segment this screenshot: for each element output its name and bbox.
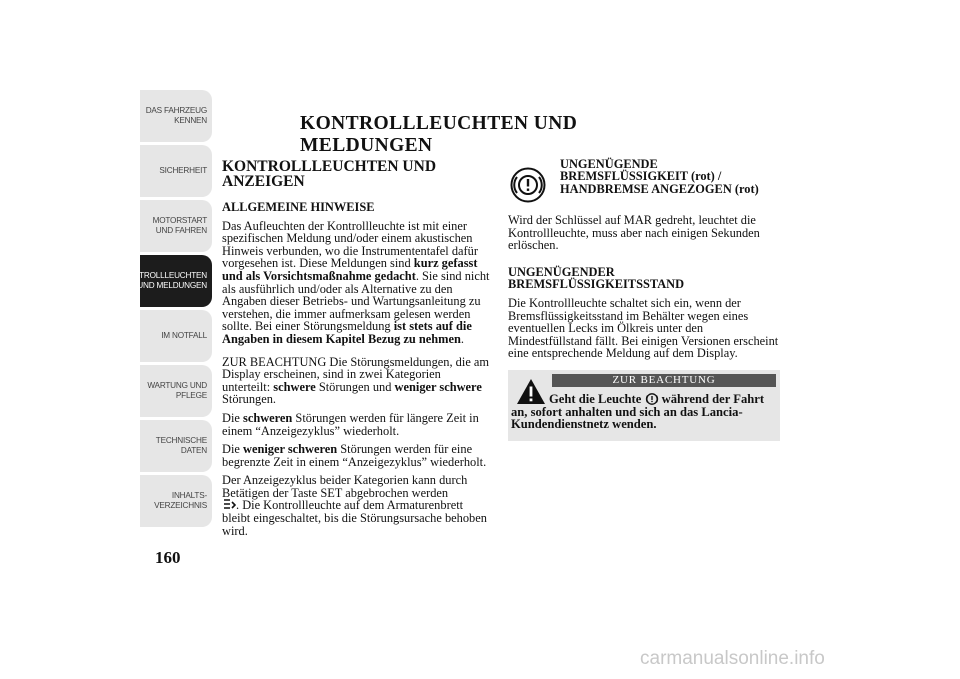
tab-label: SICHERHEIT <box>159 166 207 175</box>
tab-label: INHALTS-VERZEICHNIS <box>154 491 207 510</box>
notice-header: ZUR BEACHTUNG <box>552 374 776 387</box>
tab-inhaltsverzeichnis[interactable] <box>140 475 212 527</box>
notice-box <box>508 370 780 441</box>
paragraph-less-severe: Die weniger schweren Störungen werden für eine begrenzte Zeit in einem “Anzeigezyklus” wiederholt. <box>222 442 487 469</box>
tab-label: MOTORSTART UND FAHREN <box>152 216 207 235</box>
paragraph-severe: Die schweren Störungen werden für längere Zeit in einem “Anzeigezyklus” wiederholt. <box>222 410 479 438</box>
set-button-icon <box>222 499 236 511</box>
notice-text: Geht die Leuchte während der Fahrt an, sofort anhalten und sich an das Lancia-Kundendienstnetz wenden. <box>511 391 765 432</box>
section-heading: KONTROLLLEUCHTEN UND ANZEIGEN <box>222 158 437 190</box>
page-number: 160 <box>155 548 181 567</box>
tab-label: TECHNISCHE DATEN <box>155 436 207 455</box>
warning-title: UNGENÜGENDE BREMSFLÜSSIGKEIT (rot) / HANDBREMSE ANGEZOGEN (rot) <box>560 157 759 196</box>
tab-motorstart-und-fahren[interactable] <box>140 200 212 252</box>
level-text: Die Kontrollleuchte schaltet sich ein, wenn der Bremsflüssigkeitsstand im Behälter wegen eines eventuellen Lecks im Ölkreis unter den Mindestfüllstand fällt. Bei einigen Versionen erscheint eine entsprechende Meldung auf dem Display. <box>508 295 779 361</box>
right-column <box>508 158 780 441</box>
brake-warning-icon <box>510 167 546 203</box>
tab-das-fahrzeug-kennen[interactable] <box>140 90 212 142</box>
tab-label: WARTUNG UND PFLEGE <box>147 381 207 400</box>
warning-header <box>508 158 780 203</box>
paragraph-cycle: Der Anzeigezyklus beider Kategorien kann durch Betätigen der Taste SET abgebrochen werden . Die Kontrollleuchte auf dem Armaturenbrett bleibt eingeschaltet, bis die Störungsursache behoben wird. <box>222 473 487 538</box>
subsection-heading: ALLGEMEINE HINWEISE <box>222 200 375 214</box>
brake-warning-icon <box>645 393 659 405</box>
tab-kontrollleuchten-und-meldungen[interactable] <box>121 255 212 307</box>
tab-sicherheit[interactable] <box>140 145 212 197</box>
subsection-heading: UNGENÜGENDER BREMSFLÜSSIGKEITSSTAND <box>508 264 685 292</box>
tab-label: KONTROLLLEUCHTEN UND MELDUNGEN <box>121 271 207 290</box>
warning-triangle-icon <box>516 378 546 405</box>
paragraph-general: Das Aufleuchten der Kontrollleuchte ist mit einer spezifischen Meldung und/oder einem akustischen Hinweis verbunden, wo die Instrumententafel dafür vorgesehen ist. Diese Meldungen sind kurz gefasst und als Vorsichtsmaßnahme gedacht. Sie sind nicht als ausführlich und/oder als Alternative zu den Angaben dieser Betriebs- und Wartungsanleitung zu verstehen, die immer aufmerksam gelesen werden sollte. Bei einer Störungsmeldung ist stets auf die Angaben in diesem Kapitel Bezug zu nehmen. <box>222 218 490 346</box>
warning-text: Wird der Schlüssel auf MAR gedreht, leuchtet die Kontrollleuchte, muss aber nach einigen Sekunden erlöschen. <box>508 213 760 253</box>
tab-wartung-und-pflege[interactable] <box>140 365 212 417</box>
tab-im-notfall[interactable] <box>140 310 212 362</box>
tab-label: DAS FAHRZEUG KENNEN <box>145 106 207 125</box>
left-column <box>222 159 492 543</box>
paragraph-note: ZUR BEACHTUNG Die Störungsmeldungen, die am Display erscheinen, sind in zwei Kategorien unterteilt: schwere Störungen und weniger schwere Störungen. <box>222 354 490 407</box>
tab-label: IM NOTFALL <box>161 331 207 340</box>
page-title: KONTROLLLEUCHTEN UND MELDUNGEN <box>300 113 578 156</box>
tab-technische-daten[interactable] <box>140 420 212 472</box>
watermark: carmanualsonline.info <box>640 648 825 669</box>
